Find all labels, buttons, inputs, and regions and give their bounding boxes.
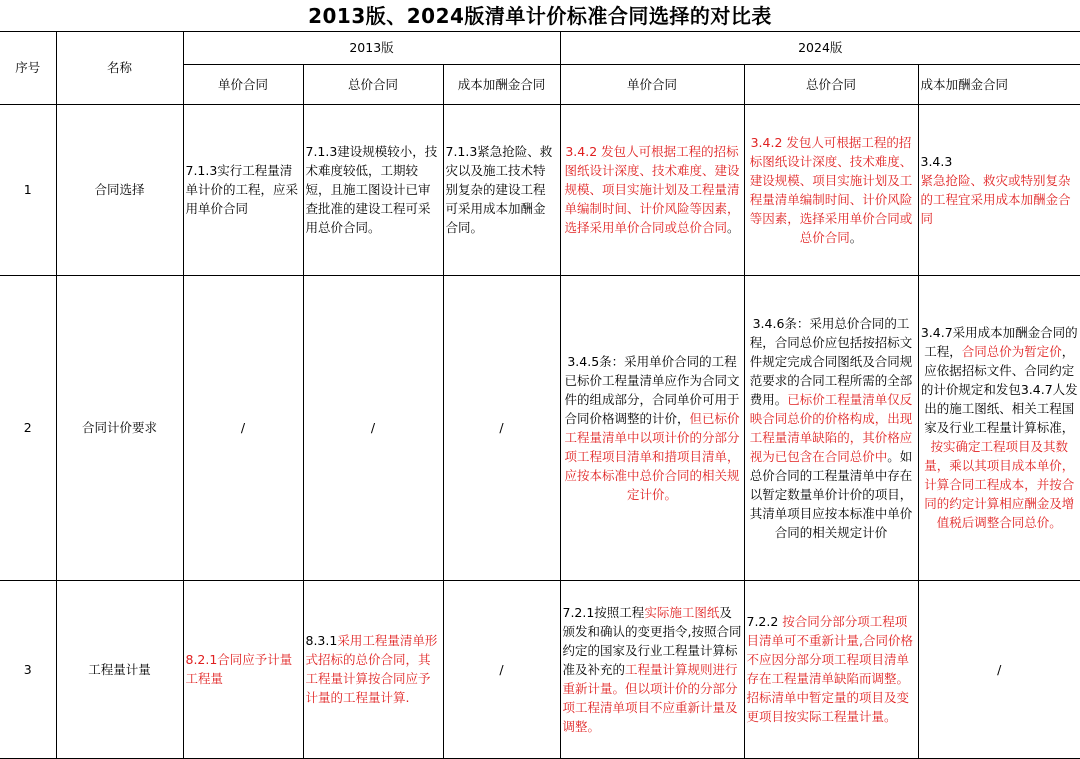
cell-2013-total-price: 7.1.3建设规模较小，技术难度较低，工期较短，且施工图设计已审查批准的建设工程可采用总价合同。 bbox=[303, 104, 443, 275]
plain-text: 7.2.1按照工程 bbox=[562, 604, 645, 620]
clause-number: 8.3.1 bbox=[305, 633, 338, 648]
header-2013-total-price: 总价合同 bbox=[303, 64, 443, 104]
highlighted-text: 按实确定工程项目及其数量，乘以其项目成本单价，计算合同工程成本，并按合同的约定计算相应酬金及增值税后调整合同总价。 bbox=[924, 439, 1075, 530]
row-name: 合同选择 bbox=[56, 104, 183, 275]
cell-2013-unit-price: 7.1.3实行工程量清单计价的工程，应采用单价合同 bbox=[183, 104, 303, 275]
table-row bbox=[0, 104, 1080, 275]
header-2024: 2024版 bbox=[560, 31, 1080, 64]
highlighted-text: 但已标价工程量清单中以项计价的分部分项工程项目清单和措项目清单，应按本标准中总价合同的相关规定计价。 bbox=[564, 410, 740, 502]
highlighted-text: 发包人可根据工程的招标图纸设计深度、技术难度、建设规模、项目实施计划及工程量清单编制时间、计价风险等因素，选择采用单价合同或总价合同 bbox=[749, 134, 913, 245]
cell-2024-total-price bbox=[744, 580, 918, 758]
comparison-table bbox=[0, 31, 1080, 759]
cell-2013-total-price bbox=[303, 580, 443, 758]
clause-number: 3.4.3 bbox=[920, 153, 953, 169]
row-seq: 3 bbox=[0, 580, 56, 758]
plain-text: 。如总价合同的工程量清单中存在以暂定数量单价计价的项目，其清单项目应按本标准中单价合同的相关规定计价 bbox=[749, 448, 913, 540]
highlighted-text: 已标价工程量清单仅反映合同总价的价格构成，出现工程量清单缺陷的，其价格应视为已包含在合同总价中 bbox=[749, 391, 913, 464]
header-2013-unit-price: 单价合同 bbox=[183, 64, 303, 104]
cell-2024-cost-plus bbox=[918, 275, 1080, 580]
header-2024-cost-plus: 成本加酬金合同 bbox=[918, 64, 1080, 104]
cell-2013-unit-price: 8.2.1合同应予计量工程量 bbox=[183, 580, 303, 758]
header-2024-unit-price: 单价合同 bbox=[560, 64, 744, 104]
plain-text: ，应依据招标文件、合同约定的计价规定和发包3.4.7人发出的施工图纸、相关工程国家及行业工程量计算标准， bbox=[920, 344, 1078, 435]
header-name: 名称 bbox=[56, 31, 183, 104]
row-name: 合同计价要求 bbox=[56, 275, 183, 580]
cell-2024-unit-price bbox=[560, 275, 744, 580]
highlighted-text: 采用工程量清单形式招标的总价合同，其工程量计算按合同应予计量的工程量计算. bbox=[305, 633, 438, 705]
plain-text: 。 bbox=[849, 229, 863, 245]
header-2024-total-price: 总价合同 bbox=[744, 64, 918, 104]
plain-text: 3.4.5条：采用单价合同的工程已标价工程量清单应作为合同文件的组成部分，合同单价可用于合同价格调整的计价， bbox=[564, 353, 740, 426]
cell-2024-cost-plus: / bbox=[918, 580, 1080, 758]
clause-number: 7.2.2 bbox=[746, 614, 783, 629]
plain-text: 。 bbox=[727, 220, 740, 235]
row-name: 工程量计量 bbox=[56, 580, 183, 758]
cell-2013-unit-price: / bbox=[183, 275, 303, 580]
clause-number: 3.4.2 bbox=[565, 144, 602, 159]
cell-2024-unit-price bbox=[560, 580, 744, 758]
cell-2013-cost-plus: 7.1.3紧急抢险、救灾以及施工技术特别复杂的建设工程可采用成本加酬金合同。 bbox=[443, 104, 560, 275]
highlighted-text: 合同总价为暂定价 bbox=[961, 344, 1062, 359]
highlighted-text: 工程量计算规则进行重新计量。但以项计价的分部分项工程清单项目不应重新计量及调整。 bbox=[562, 661, 738, 734]
cell-2024-cost-plus bbox=[918, 104, 1080, 275]
plain-text: 及颁发和确认的变更指令,按照合同约定的国家及行业工程量计算标准及补充的 bbox=[562, 604, 742, 677]
highlighted-text: 发包人可根据工程的招标图纸设计深度、技术难度、建设规模、项目实施计划及工程量清单编制时间、计价风险等因素，选择采用单价合同或总价合同 bbox=[564, 144, 740, 235]
cell-2013-cost-plus: / bbox=[443, 275, 560, 580]
highlighted-text: 实际施工图纸 bbox=[644, 604, 720, 620]
header-row-version bbox=[0, 31, 1080, 64]
cell-2024-unit-price bbox=[560, 104, 744, 275]
header-2013: 2013版 bbox=[183, 31, 560, 64]
row-seq: 1 bbox=[0, 104, 56, 275]
highlighted-text: 紧急抢险、救灾或特别复杂的工程宜采用成本加酬金合同 bbox=[920, 172, 1071, 226]
header-2013-cost-plus: 成本加酬金合同 bbox=[443, 64, 560, 104]
cell-2013-cost-plus: / bbox=[443, 580, 560, 758]
highlighted-text: 按合同分部分项工程项目清单可不重新计量,合同价格不应因分部分项工程项目清单存在工程量清单缺陷而调整。招标清单中暂定量的项目及变更项目按实际工程量计量。 bbox=[746, 614, 913, 724]
table-row bbox=[0, 275, 1080, 580]
cell-2013-total-price: / bbox=[303, 275, 443, 580]
cell-2024-total-price bbox=[744, 275, 918, 580]
page-title: 2013版、2024版清单计价标准合同选择的对比表 bbox=[0, 0, 1080, 32]
row-seq: 2 bbox=[0, 275, 56, 580]
table-row bbox=[0, 580, 1080, 758]
plain-text: 3.4.7采用成本加酬金合同的工程， bbox=[920, 325, 1078, 359]
cell-2024-total-price bbox=[744, 104, 918, 275]
plain-text: 3.4.6条：采用总价合同的工程，合同总价应包括按招标文件规定完成合同图纸及合同规范要求的合同工程所需的全部费用。 bbox=[749, 315, 913, 407]
clause-number: 3.4.2 bbox=[750, 134, 787, 150]
header-seq: 序号 bbox=[0, 31, 56, 104]
